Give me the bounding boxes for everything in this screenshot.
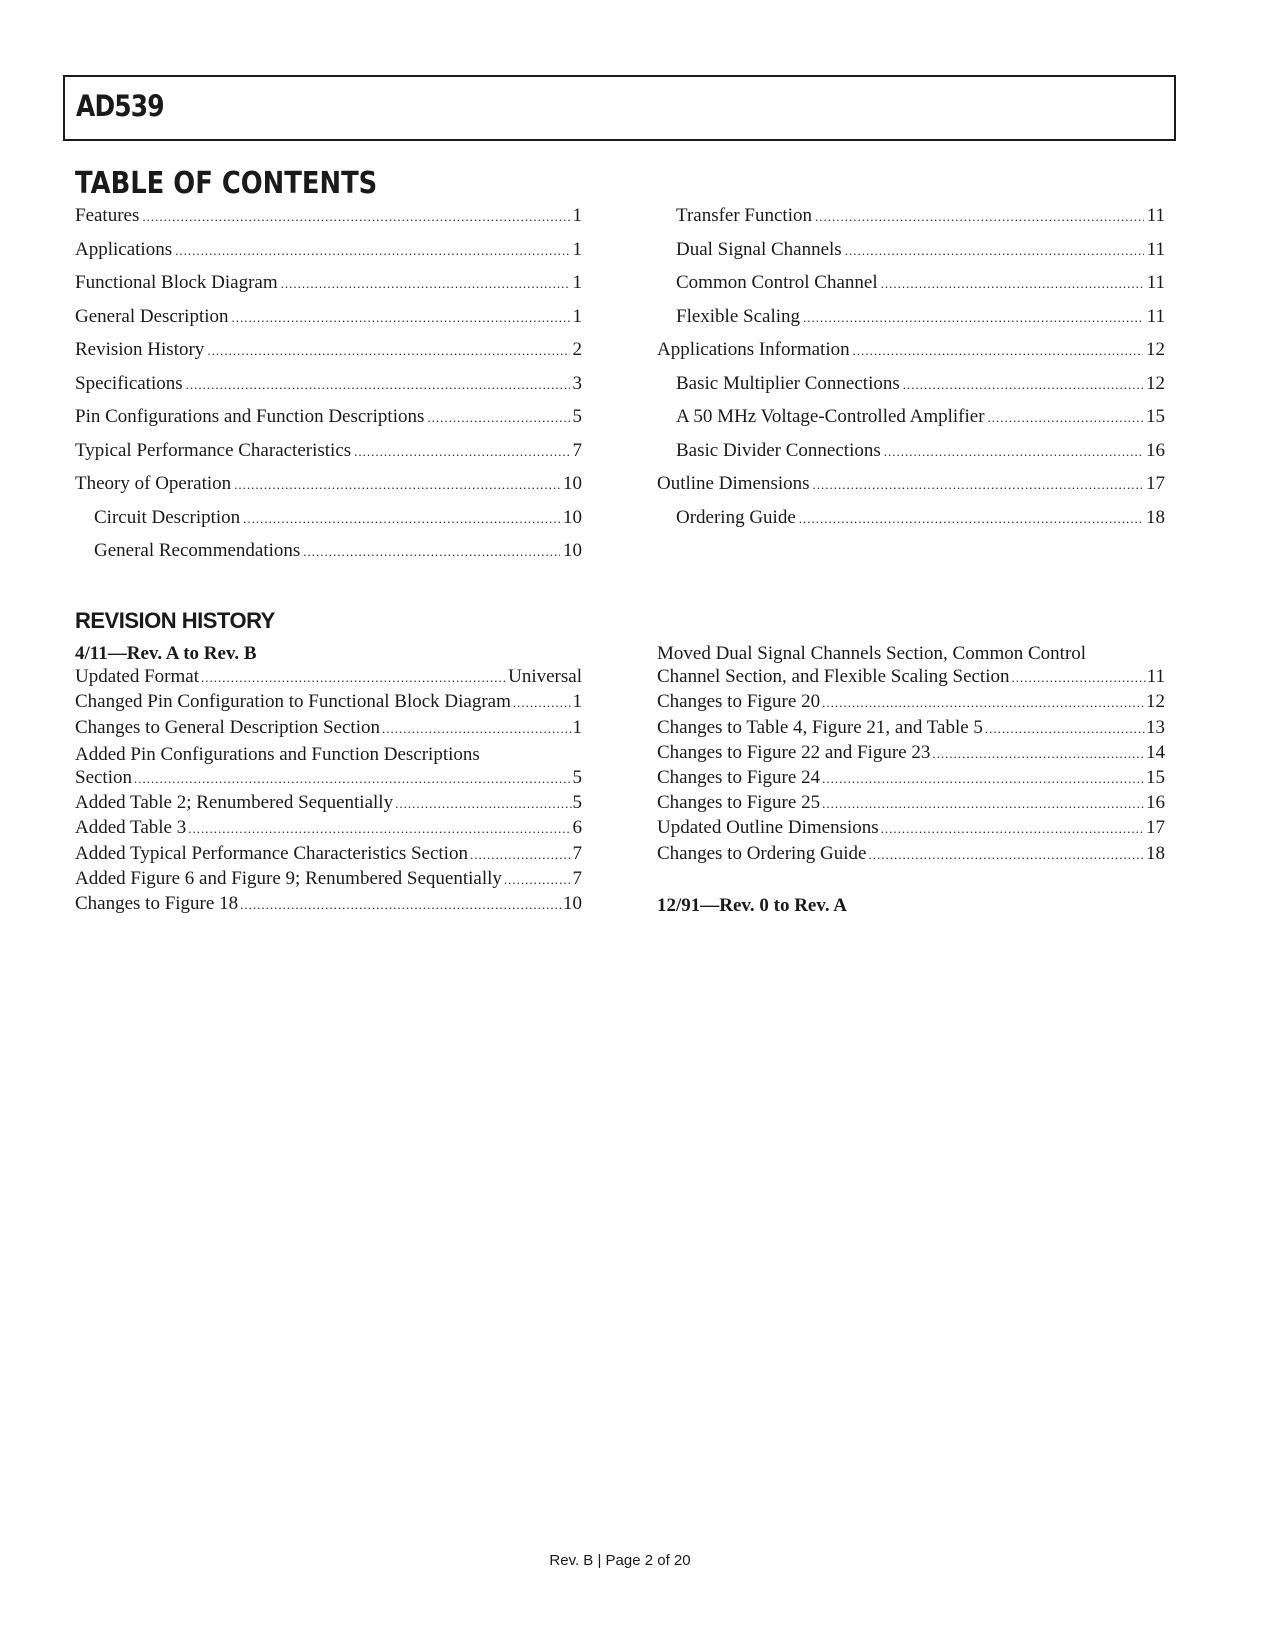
toc-entry-page: 10	[563, 540, 582, 561]
revision-entry-page: 6	[572, 817, 582, 839]
toc-entry-page: 11	[1146, 205, 1165, 226]
dot-leader	[932, 742, 1145, 764]
dot-leader	[186, 373, 570, 395]
dot-leader	[868, 843, 1145, 865]
dot-leader	[985, 717, 1145, 739]
toc-entry-label: Outline Dimensions	[657, 473, 810, 494]
toc-entry[interactable]	[657, 339, 1165, 373]
toc-entry-label: Ordering Guide	[676, 506, 796, 528]
revision-entry-label: Added Table 3	[75, 817, 187, 839]
dot-leader	[240, 893, 562, 915]
toc-entry[interactable]	[75, 507, 582, 541]
revision-history-title: REVISION HISTORY	[75, 608, 275, 633]
toc-entry-page: 12	[1146, 372, 1165, 394]
toc-entry[interactable]	[75, 239, 582, 273]
toc-entry-page: 1	[572, 238, 582, 260]
toc-entry-label: Features	[75, 205, 140, 226]
revision-entry-page: 1	[572, 691, 582, 713]
rev-b-heading: 4/11—Rev. A to Rev. B	[75, 643, 257, 664]
document-title: AD539	[76, 89, 164, 123]
revision-entry-page: 16	[1146, 792, 1165, 814]
revision-entry-page: 12	[1146, 691, 1165, 713]
toc-entry[interactable]	[657, 373, 1165, 407]
toc-entry[interactable]	[657, 205, 1165, 239]
toc-entry-label: Functional Block Diagram	[75, 272, 278, 293]
toc-entry-label: General Recommendations	[94, 540, 301, 561]
revision-entry-page: 5	[572, 792, 582, 814]
toc-entry-label: A 50 MHz Voltage-Controlled Amplifier	[676, 406, 985, 427]
page-footer: Rev. B | Page 2 of 20	[549, 1552, 691, 1569]
dot-leader	[134, 767, 572, 789]
toc-entry-label: Transfer Function	[676, 205, 812, 226]
header-box	[63, 75, 1176, 141]
revision-entry-label: Section	[75, 766, 132, 788]
toc-entry-page: 16	[1146, 439, 1165, 461]
toc-entry-label: Dual Signal Channels	[676, 238, 842, 260]
revision-entry-label: Changes to Figure 18	[75, 892, 239, 914]
toc-entry-label: Theory of Operation	[75, 473, 232, 494]
toc-entry[interactable]	[75, 373, 582, 407]
dot-leader	[470, 843, 572, 865]
dot-leader	[822, 691, 1145, 713]
revision-entry-label: Updated Outline Dimensions	[657, 817, 879, 839]
dot-leader	[188, 817, 571, 839]
toc-entry-page: 7	[572, 439, 582, 461]
dot-leader	[142, 205, 569, 227]
toc-entry-page: 11	[1146, 272, 1165, 293]
revision-entry	[657, 742, 1165, 767]
revision-entry-page: 18	[1146, 842, 1165, 864]
dot-leader	[813, 473, 1143, 495]
toc-entry-page: 15	[1146, 406, 1165, 427]
revision-entry	[657, 691, 1165, 716]
dot-leader	[803, 306, 1144, 328]
toc-entry-label: Circuit Description	[94, 506, 241, 528]
revision-entry-page: 5	[572, 766, 582, 788]
toc-entry-label: Basic Multiplier Connections	[676, 372, 900, 394]
dot-leader	[881, 817, 1145, 839]
revision-entry-page: 10	[563, 892, 582, 914]
toc-entry-page: 18	[1146, 506, 1165, 528]
revision-entry	[657, 843, 1165, 868]
toc-left-column	[75, 205, 582, 574]
toc-entry[interactable]	[75, 272, 582, 306]
revision-right-column	[657, 641, 1165, 868]
revision-entry	[75, 868, 582, 893]
toc-entry[interactable]	[657, 239, 1165, 273]
toc-right-column	[657, 205, 1165, 540]
dot-leader	[281, 272, 570, 294]
toc-entry-label: General Description	[75, 305, 229, 327]
revision-entry	[75, 792, 582, 817]
toc-entry-label: Common Control Channel	[676, 272, 878, 293]
dot-leader	[822, 767, 1145, 789]
dot-leader	[427, 406, 569, 428]
toc-entry-page: 2	[572, 339, 582, 360]
revision-entry-label: Changed Pin Configuration to Functional Block Diagram	[75, 691, 511, 713]
revision-entry	[657, 666, 1165, 691]
toc-entry-page: 1	[572, 272, 582, 293]
toc-entry-label: Flexible Scaling	[676, 305, 801, 327]
revision-entry-page: 17	[1146, 817, 1165, 839]
revision-entry-page: 1	[572, 716, 582, 738]
dot-leader	[395, 792, 571, 814]
dot-leader	[175, 239, 569, 261]
toc-entry-page: 11	[1146, 305, 1165, 327]
revision-entry	[657, 767, 1165, 792]
toc-entry[interactable]	[75, 440, 582, 474]
revision-entry-label: Changes to Figure 22 and Figure 23	[657, 741, 931, 763]
revision-entry	[657, 792, 1165, 817]
toc-entry-label: Typical Performance Characteristics	[75, 439, 352, 461]
toc-entry-label: Specifications	[75, 372, 183, 394]
toc-entry-page: 10	[563, 506, 582, 528]
revision-entry-label: Changes to Figure 25	[657, 792, 821, 814]
dot-leader	[201, 666, 507, 688]
revision-entry	[75, 691, 582, 716]
revision-entry-label: Updated Format	[75, 666, 200, 688]
toc-entry-page: 11	[1146, 238, 1165, 260]
revision-entry-page: 15	[1146, 766, 1165, 788]
dot-leader	[382, 717, 572, 739]
revision-entry	[657, 817, 1165, 842]
dot-leader	[354, 440, 569, 462]
dot-leader	[822, 792, 1145, 814]
toc-entry[interactable]	[657, 440, 1165, 474]
dot-leader	[232, 306, 570, 328]
dot-leader	[903, 373, 1143, 395]
revision-left-column	[75, 641, 582, 918]
dot-leader	[881, 272, 1144, 294]
revision-entry-label: Changes to General Description Section	[75, 716, 380, 738]
toc-entry[interactable]	[657, 272, 1165, 306]
revision-entry	[75, 843, 582, 868]
revision-entry-page: 11	[1146, 666, 1165, 688]
toc-entry-page: 17	[1146, 473, 1165, 494]
dot-leader	[234, 473, 560, 495]
revision-entry	[75, 767, 582, 792]
toc-entry[interactable]	[75, 406, 582, 440]
revision-text-line: Moved Dual Signal Channels Section, Common Control	[657, 643, 1087, 664]
dot-leader	[853, 339, 1143, 361]
toc-title: TABLE OF CONTENTS	[75, 166, 378, 201]
rev-a-heading: 12/91—Rev. 0 to Rev. A	[657, 895, 847, 916]
dot-leader	[513, 691, 572, 713]
revision-entry-page: 7	[572, 867, 582, 889]
toc-entry[interactable]	[657, 306, 1165, 340]
toc-entry[interactable]	[75, 540, 582, 574]
toc-entry[interactable]	[657, 406, 1165, 440]
toc-entry-label: Revision History	[75, 339, 205, 360]
revision-entry	[75, 666, 582, 691]
toc-entry[interactable]	[75, 339, 582, 373]
dot-leader	[815, 205, 1144, 227]
revision-entry	[75, 817, 582, 842]
revision-entry-label: Changes to Figure 24	[657, 766, 821, 788]
revision-entry-page: 14	[1146, 741, 1165, 763]
revision-entry-label: Added Figure 6 and Figure 9; Renumbered Sequentially	[75, 867, 502, 889]
revision-entry-page: Universal	[508, 666, 582, 688]
revision-entry	[75, 717, 582, 742]
toc-entry[interactable]	[75, 205, 582, 239]
toc-entry-page: 10	[563, 473, 582, 494]
toc-entry-page: 1	[572, 205, 582, 226]
toc-entry-label: Applications	[75, 238, 173, 260]
dot-leader	[884, 440, 1143, 462]
toc-entry-label: Applications Information	[657, 339, 850, 360]
revision-entry-page: 7	[572, 842, 582, 864]
dot-leader	[845, 239, 1144, 261]
toc-entry-page: 1	[572, 305, 582, 327]
dot-leader	[207, 339, 569, 361]
dot-leader	[303, 540, 560, 562]
revision-entry	[657, 717, 1165, 742]
revision-entry-label: Added Table 2; Renumbered Sequentially	[75, 792, 394, 814]
revision-entry-label: Changes to Figure 20	[657, 691, 821, 713]
toc-entry[interactable]	[657, 473, 1165, 507]
dot-leader	[1012, 666, 1146, 688]
revision-entry-label: Channel Section, and Flexible Scaling Section	[657, 666, 1010, 688]
toc-entry-page: 3	[572, 372, 582, 394]
revision-entry-page: 13	[1146, 716, 1165, 738]
dot-leader	[988, 406, 1143, 428]
dot-leader	[799, 507, 1143, 529]
toc-entry[interactable]	[75, 306, 582, 340]
toc-entry-page: 5	[572, 406, 582, 427]
revision-entry	[75, 893, 582, 918]
revision-text-line: Added Pin Configurations and Function Descriptions	[75, 743, 480, 765]
toc-entry[interactable]	[657, 507, 1165, 541]
revision-entry-label: Changes to Ordering Guide	[657, 842, 867, 864]
toc-entry-label: Pin Configurations and Function Descriptions	[75, 406, 425, 427]
dot-leader	[504, 868, 572, 890]
toc-entry[interactable]	[75, 473, 582, 507]
revision-entry-label: Added Typical Performance Characteristics Section	[75, 842, 468, 864]
toc-entry-label: Basic Divider Connections	[676, 439, 881, 461]
revision-entry-label: Changes to Table 4, Figure 21, and Table 5	[657, 716, 983, 738]
toc-entry-page: 12	[1146, 339, 1165, 360]
dot-leader	[243, 507, 560, 529]
